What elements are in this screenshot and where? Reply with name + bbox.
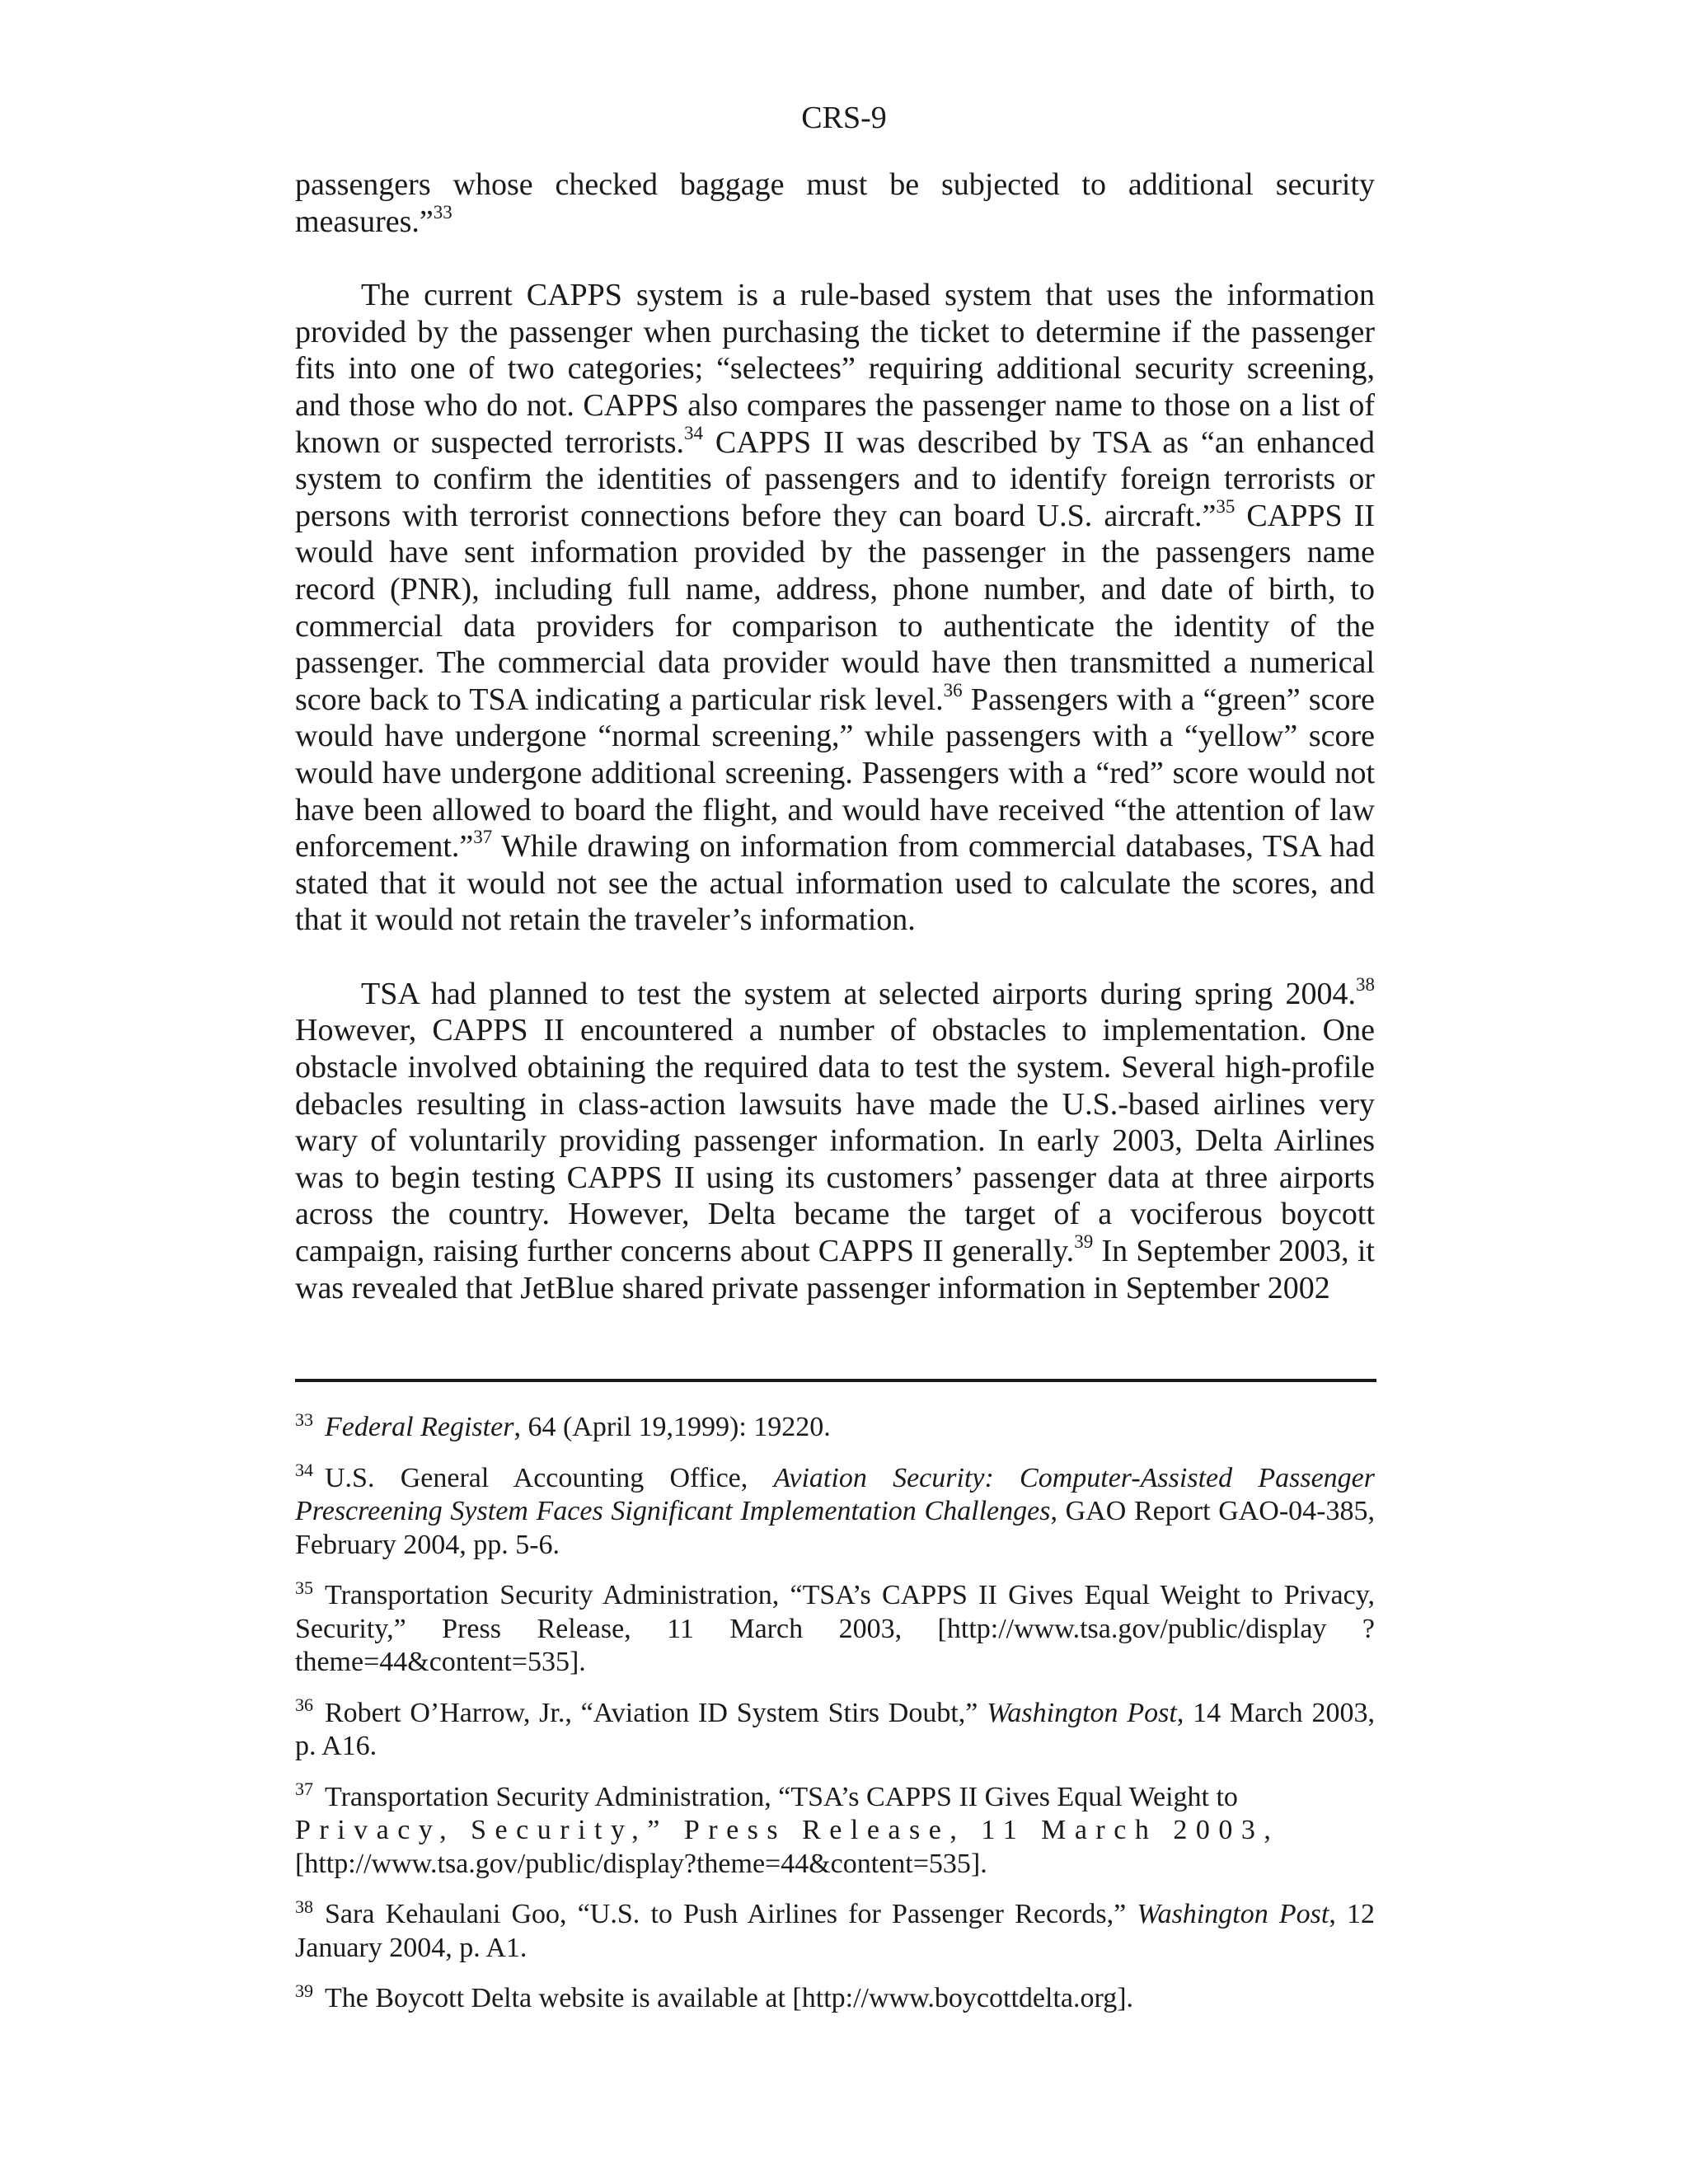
footnote-divider xyxy=(295,1379,1376,1382)
footnote-number: 39 xyxy=(295,1980,313,2001)
footnote-ref-35[interactable]: 35 xyxy=(1216,496,1236,518)
footnote-ref-39[interactable]: 39 xyxy=(1074,1231,1094,1253)
paragraph-capps-description: The current CAPPS system is a rule-based system that uses the information provided by the passenger when purchasing the ticket to determine if the passenger fits into one of two categories; “selectees” requiring additional security screening, and those who do not. CAPPS also compares the passenger name to those on a list of known or suspected terrorists.$^{34}$ CAPPS II was described by TSA as “an enhanced system to confirm the identities of passengers and to identify foreign terrorists or persons with terrorist connections before they can board U.S. aircraft.”$^{35}$ CAPPS II would have sent information provided by the passenger in the passengers name record (PNR), including full name, address, phone number, and date of birth, to commercial data providers for comparison to authenticate the identity of the passenger. The commercial data provider would have then transmitted a numerical score back to TSA indicating a particular risk level.$^{36}$ Passengers with a “green” score would have undergone “normal screening,” while passengers with a “yellow” score would have undergone additional screening. Passengers with a “red” score would not have been allowed to board the flight, and would have received “the attention of law enforcement.”$^{37}$ While drawing on information from commercial databases, TSA had stated that it would not see the actual information used to calculate the scores, and that it would not retain the traveler’s information. xyxy=(295,278,1375,938)
footnote-39: $^{39}$ The Boycott Delta website is available at [http://www.boycottdelta.org]. xyxy=(295,1980,1134,2013)
footnote-33: $^{33}$ Federal Register, 64 (April 19,1999): 19220. xyxy=(295,1408,831,1442)
body-text xyxy=(295,166,1375,1306)
footnote-36: $^{36}$ Robert O’Harrow, Jr., “Aviation ID System Stirs Doubt,” Washington Post, 14 March 2003, p. A16. xyxy=(295,1694,1375,1761)
footnote-number: 33 xyxy=(295,1408,313,1430)
footnote-38: $^{38}$ Sara Kehaulani Goo, “U.S. to Push Airlines for Passenger Records,” Washington Post, 12 January 2004, p. A1. xyxy=(295,1896,1376,1963)
footnotes xyxy=(295,1408,1376,2033)
footnote-number: 35 xyxy=(295,1577,313,1598)
paragraph-testing-obstacles: TSA had planned to test the system at selected airports during spring 2004.38 However, CAPPS II encountered a number of obstacles to implementation. One obstacle involved obtaining the required data to test the system. Several high-profile debacles resulting in class-action lawsuits have made the U.S.-based airlines very wary of voluntarily providing passenger information. In early 2003, Delta Airlines was to begin testing CAPPS II using its customers’ passenger data at three airports across the country. However, Delta became the target of a vociferous boycott campaign, raising further concerns about CAPPS II generally.$^{39}$ In September 2003, it was revealed that JetBlue shared private passenger information in September 2002 xyxy=(295,974,1375,1305)
footnote-ref-36[interactable]: 36 xyxy=(943,680,963,701)
footnote-ref-37[interactable]: 37 xyxy=(473,827,493,848)
footnote-ref-38[interactable]: 38 xyxy=(1356,974,1375,996)
page-header: CRS-9 xyxy=(801,101,887,135)
paragraph-continuation: passengers whose checked baggage must be subjected to additional security measures.”$^{33}$ xyxy=(295,167,1375,239)
footnote-ref-33[interactable]: 33 xyxy=(433,201,452,223)
footnote-number: 34 xyxy=(295,1460,313,1481)
footnote-number: 37 xyxy=(295,1779,313,1800)
footnote-35: $^{35}$ Transportation Security Administration, “TSA’s CAPPS II Gives Equal Weight to Privacy, Security,” Press Release, 11 March 2003, [http://www.tsa.gov/public/display ?theme=44&content=535]. xyxy=(295,1577,1375,1677)
footnote-37: $^{37}$ Transportation Security Administration, “TSA’s CAPPS II Gives Equal Weight to Privacy, Security,” Press Release, 11 March 2003, [http://www.tsa.gov/public/display?theme=44&content=535]. xyxy=(295,1779,1280,1879)
footnote-ref-34[interactable]: 34 xyxy=(684,422,704,443)
footnote-number: 36 xyxy=(295,1694,313,1716)
footnote-34: $^{34}$ U.S. General Accounting Office, Aviation Security: Computer-Assisted Passenger Prescreening System Faces Significant Implementation Challenges, GAO Report GAO-04-385, February 2004, pp. 5-6. xyxy=(295,1460,1375,1560)
footnote-number: 38 xyxy=(295,1896,313,1917)
